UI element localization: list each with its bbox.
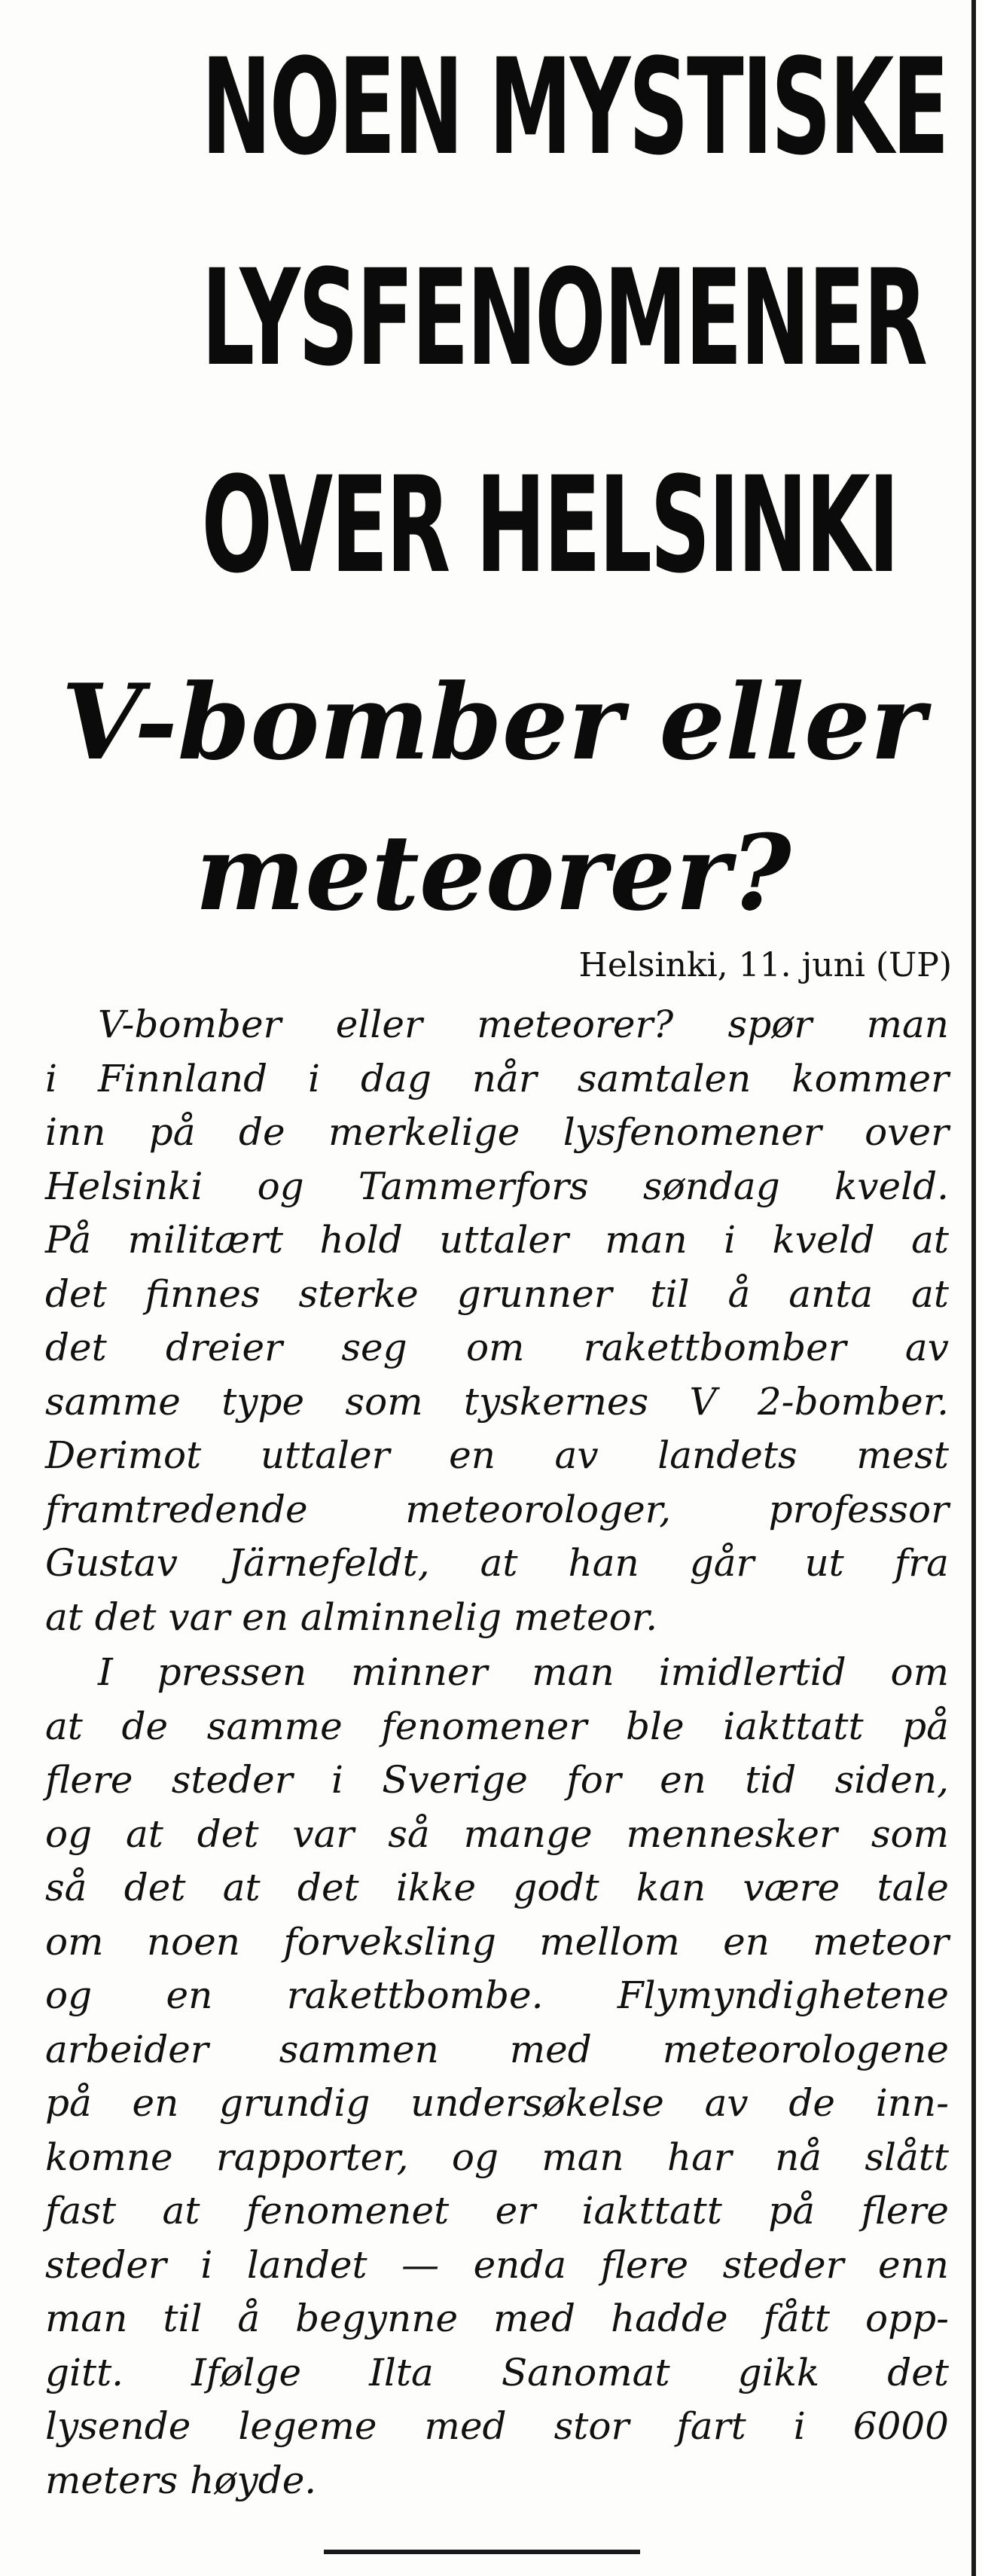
paragraph-line: flere steder i Sverige for en tid siden,	[45, 1758, 949, 1802]
paragraph-line: og en rakettbombe. Flymyndighetene	[45, 1973, 949, 2017]
article-end-rule	[324, 2550, 640, 2554]
dateline: Helsinki, 11. juni (UP)	[578, 946, 952, 984]
paragraph-line: man til å begynne med hadde fått opp-	[45, 2297, 949, 2340]
body-paragraph-1	[45, 998, 949, 1644]
paragraph-line: framtredende meteorologer, professor	[45, 1487, 949, 1531]
paragraph-line: at det var en alminnelig meteor.	[45, 1595, 658, 1639]
column-rule	[971, 0, 976, 2576]
paragraph-line: lysende legeme med stor fart i 6000	[45, 2404, 949, 2448]
paragraph-line: inn på de merkelige lysfenomener over	[45, 1110, 949, 1154]
body-paragraph-2	[45, 1646, 949, 2507]
paragraph-line: fast at fenomenet er iakttatt på flere	[45, 2189, 949, 2233]
paragraph-line: gitt. Ifølge Ilta Sanomat gikk det	[45, 2350, 949, 2394]
paragraph-line: steder i landet — enda flere steder enn	[45, 2242, 949, 2287]
paragraph-line: det finnes sterke grunner til å anta at	[45, 1271, 949, 1316]
paragraph-line: det dreier seg om rakettbomber av	[45, 1326, 949, 1369]
paragraph-line: I pressen minner man imidlertid om	[98, 1650, 949, 1694]
paragraph-line: i Finnland i dag når samtalen kommer	[45, 1056, 949, 1100]
subheadline-line-1: V-bomber eller	[61, 661, 926, 783]
paragraph-line: at de samme fenomener ble iakttatt på	[45, 1704, 949, 1748]
paragraph-line: meters høyde.	[45, 2458, 317, 2502]
paragraph-line: arbeider sammen med meteorologene	[45, 2027, 949, 2071]
paragraph-line: Helsinki og Tammerfors søndag kveld.	[45, 1164, 949, 1208]
headline-line-1: NOEN MYSTISKE	[201, 30, 947, 185]
headline-line-3: OVER HELSINKI	[201, 448, 898, 603]
headline-line-2: LYSFENOMENER	[201, 241, 926, 395]
paragraph-line: V-bomber eller meteorer? spør man	[98, 1003, 949, 1046]
paragraph-line: på en grundig undersøkelse av de inn-	[45, 2081, 949, 2125]
paragraph-line: om noen forveksling mellom en meteor	[45, 1919, 949, 1964]
paragraph-line: På militært hold uttaler man i kveld at	[45, 1218, 949, 1262]
paragraph-line: Derimot uttaler en av landets mest	[45, 1433, 949, 1477]
paragraph-line: og at det var så mange mennesker som	[45, 1811, 949, 1856]
paragraph-line: så det at det ikke godt kan være tale	[45, 1866, 949, 1909]
paragraph-line: Gustav Järnefeldt, at han går ut fra	[45, 1541, 949, 1585]
paragraph-line: komne rapporter, og man har nå slått	[45, 2135, 949, 2179]
subheadline-line-2: meteorer?	[195, 811, 791, 934]
paragraph-line: samme type som tyskernes V 2-bomber.	[45, 1379, 949, 1424]
